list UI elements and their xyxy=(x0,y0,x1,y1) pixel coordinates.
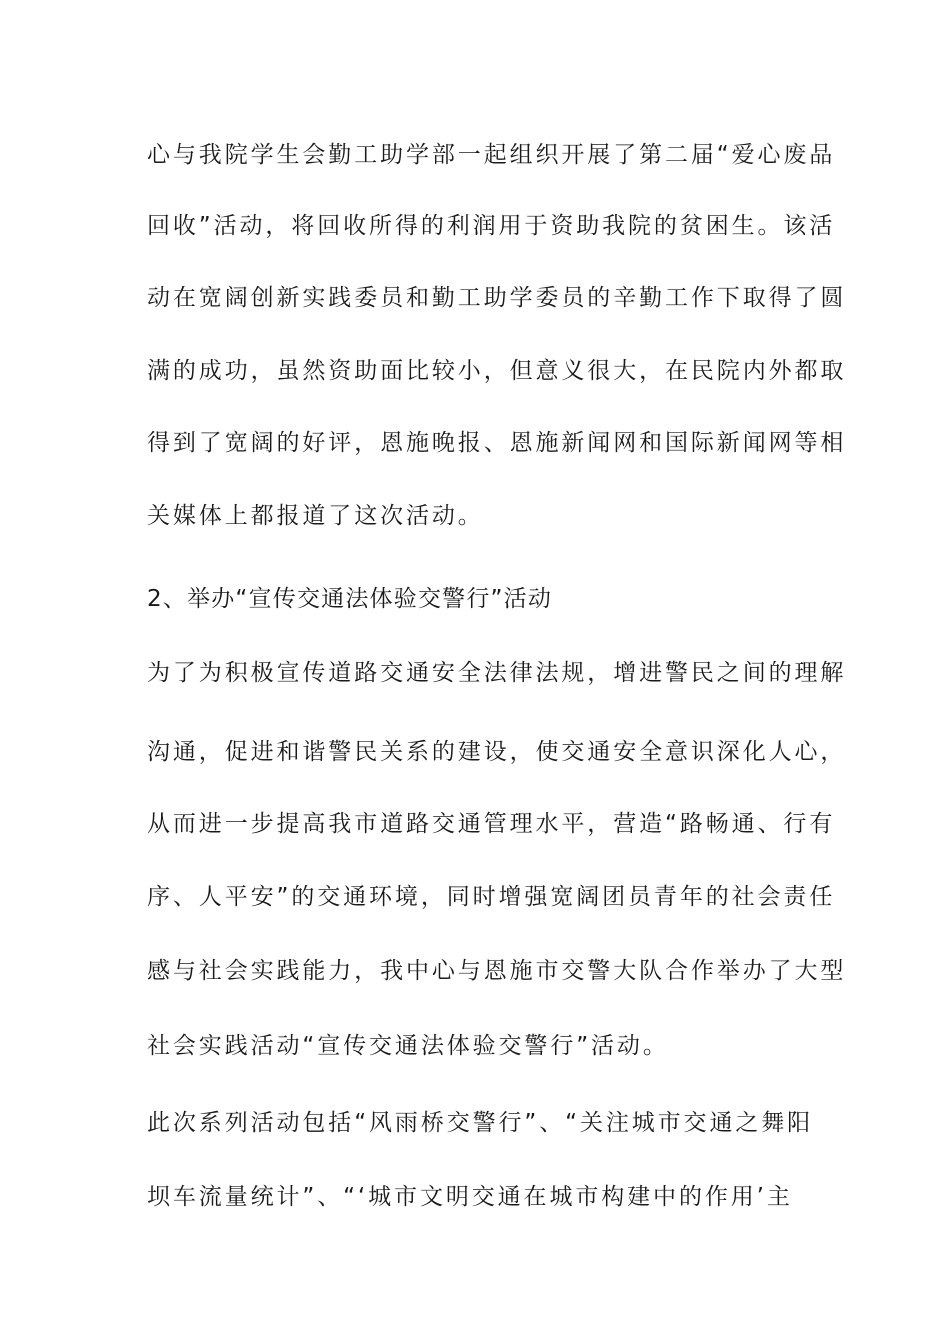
body-text-line: 动在宽阔创新实践委员和勤工助学委员的辛勤工作下取得了圆 xyxy=(147,285,847,311)
body-text-line: 沟通，促进和谐警民关系的建设，使交通安全意识深化人心， xyxy=(147,739,847,765)
body-text-line: 为了为积极宣传道路交通安全法律法规，增进警民之间的理解 xyxy=(147,660,847,686)
body-text-line: 得到了宽阔的好评，恩施晚报、恩施新闻网和国际新闻网等相 xyxy=(147,430,847,456)
body-text-line: 此次系列活动包括“风雨桥交警行”、“关注城市交通之舞阳 xyxy=(147,1110,814,1136)
body-text-line: 坝车流量统计”、“‘城市文明交通在城市构建中的作用’主 xyxy=(147,1184,793,1210)
body-text-line: 序、人平安”的交通环境，同时增强宽阔团员青年的社会责任 xyxy=(147,884,836,910)
body-text-line: 满的成功，虽然资助面比较小，但意义很大，在民院内外都取 xyxy=(147,358,847,384)
body-text-line: 感与社会实践能力，我中心与恩施市交警大队合作举办了大型 xyxy=(147,958,847,984)
section-heading: 2、举办“宣传交通法体验交警行”活动 xyxy=(147,586,553,612)
body-text-line: 关媒体上都报道了这次活动。 xyxy=(147,503,484,529)
body-text-line: 回收”活动，将回收所得的利润用于资助我院的贫困生。该活 xyxy=(147,213,836,239)
body-text-line: 从而进一步提高我市道路交通管理水平，营造“路畅通、行有 xyxy=(147,811,836,837)
body-text-line: 社会实践活动“宣传交通法体验交警行”活动。 xyxy=(147,1033,669,1059)
body-text-line: 心与我院学生会勤工助学部一起组织开展了第二届“爱心废品 xyxy=(147,142,836,168)
